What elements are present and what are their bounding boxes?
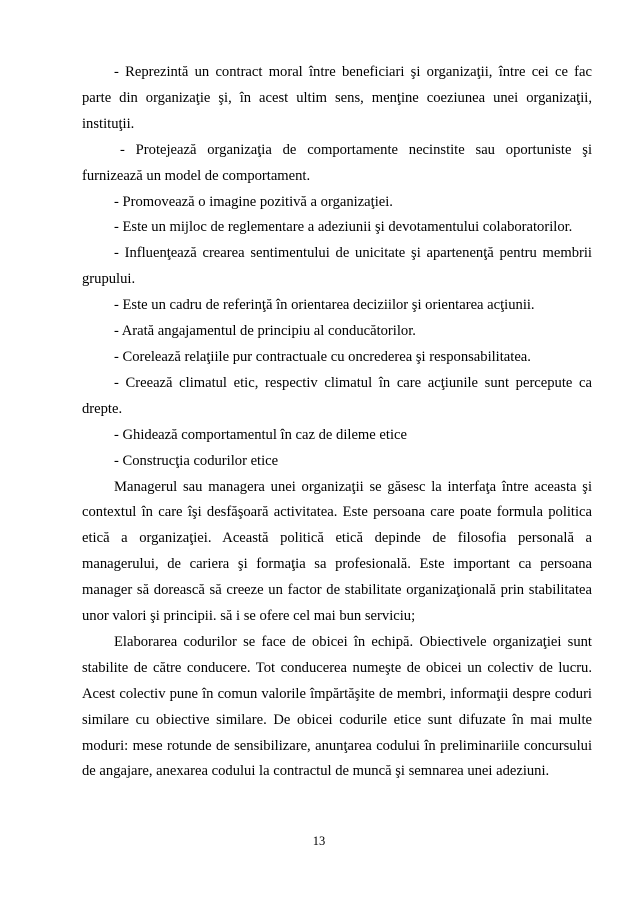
section-heading-code-construction: - Construcţia codurilor etice	[114, 452, 279, 469]
page-number: 13	[312, 834, 326, 848]
paragraph-moral-contract: - Reprezintă un contract moral între beneficiari şi organizaţii, între cei ce fac parte din organizaţie şi, în acest ultim sens, menţine coeziunea unei organizaţii, instituţii.	[82, 64, 592, 132]
body-text	[82, 60, 592, 785]
paragraph-positive-image: - Promovează o imagine pozitivă a organizaţiei.	[114, 193, 393, 210]
paragraph-manager: Managerul sau managera unei organizaţii se găsesc la interfaţa între aceasta şi contextul în care îşi desfăşoară activitatea. Este persoana care poate formula politica etică a organizaţiei. Această politică etică depinde de filosofia personală a managerului, de cariera şi formaţia sa profesională. Este important ca persoana manager să dorească să creeze un factor de stabilitate organizaţională prin stabilitatea unor valori şi principii. să i se ofere cel mai bun serviciu;	[82, 478, 592, 625]
paragraph-uniqueness: - Influenţează crearea sentimentului de unicitate şi apartenenţă pentru membrii grupului.	[82, 245, 592, 288]
paragraph-correlation: - Corelează relaţiile pur contractuale cu oncrederea şi responsabilitatea.	[114, 348, 531, 365]
paragraph-commitment: - Arată angajamentul de principiu al conducătorilor.	[114, 323, 416, 340]
paragraph-protects-organization: - Protejează organizaţia de comportamente necinstite sau oportuniste şi furnizează un model de comportament.	[82, 141, 592, 184]
paragraph-ethical-dilemmas: - Ghidează comportamentul în caz de dileme etice	[114, 426, 407, 443]
paragraph-reference-frame: - Este un cadru de referinţă în orientarea deciziilor şi orientarea acţiunii.	[114, 297, 535, 314]
paragraph-code-elaboration: Elaborarea codurilor se face de obicei în echipă. Obiectivele organizaţiei sunt stabilite de către conducere. Tot conducerea numeşte de obicei un colectiv de lucru. Acest colectiv pune în comun valorile împărtăşite de membri, informaţii despre coduri similare cu obiective similare. De obicei codurile etice sunt difuzate în mai multe moduri: mese rotunde de sensibilizare, anunţarea codului în preliminariile concursului de angajare, anexarea codului la contractul de muncă şi semnarea unei adeziuni.	[82, 633, 592, 780]
paragraph-ethical-climate: - Creează climatul etic, respectiv climatul în care acţiunile sunt percepute ca drepte.	[82, 374, 592, 417]
paragraph-regulation-means: - Este un mijloc de reglementare a adeziunii şi devotamentului colaboratorilor.	[114, 219, 573, 236]
